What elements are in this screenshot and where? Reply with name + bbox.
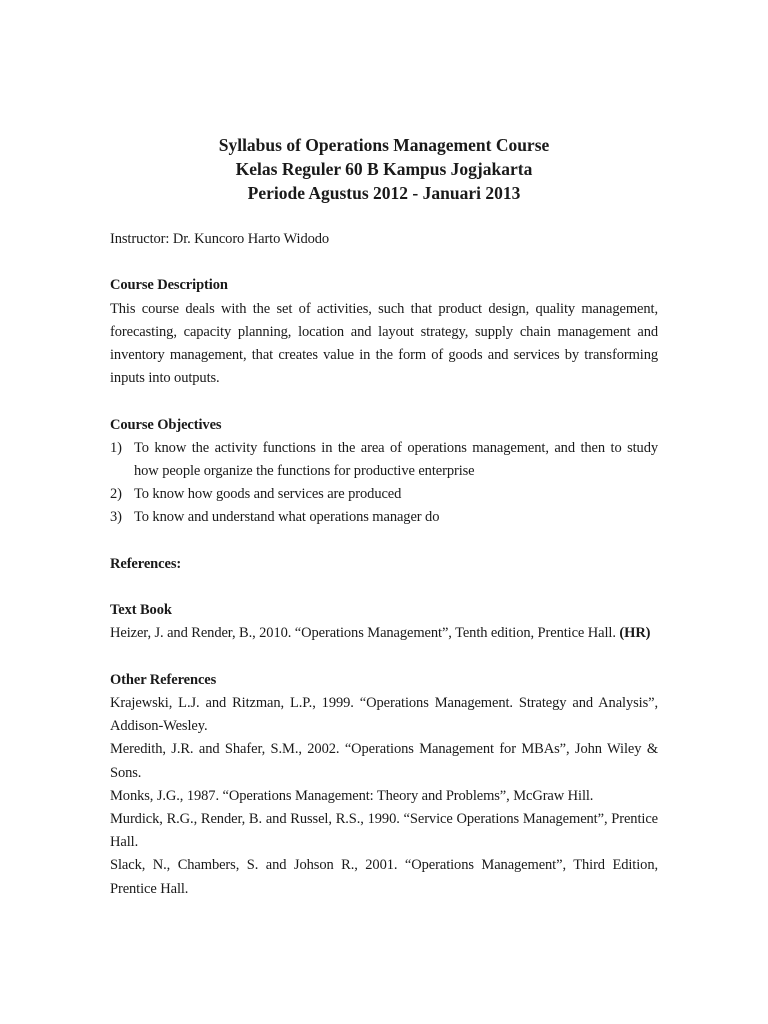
reference-entry: Meredith, J.R. and Shafer, S.M., 2002. “Operations Management for MBAs”, John Wiley & Sons. xyxy=(110,741,658,781)
course-description-heading: Course Description xyxy=(110,277,228,294)
list-number: 1) xyxy=(110,439,122,456)
list-item xyxy=(110,506,658,529)
title-line-1: Syllabus of Operations Management Course xyxy=(218,135,550,155)
list-text: To know and understand what operations manager do xyxy=(134,509,440,526)
list-number: 2) xyxy=(110,486,122,503)
other-references-heading: Other References xyxy=(110,671,217,688)
text-book-entry xyxy=(110,622,658,645)
reference-entry: Monks, J.G., 1987. “Operations Management: Theory and Problems”, McGraw Hill. xyxy=(110,787,594,804)
course-objectives-heading: Course Objectives xyxy=(110,416,222,433)
list-number: 3) xyxy=(110,509,122,526)
title-line-3: Periode Agustus 2012 - Januari 2013 xyxy=(247,183,521,203)
references-heading: References: xyxy=(110,555,182,572)
list-item xyxy=(110,437,658,483)
reference-entry: Slack, N., Chambers, S. and Johson R., 2001. “Operations Management”, Third Edition, Prentice Hall. xyxy=(110,857,658,897)
list-text: To know how goods and services are produced xyxy=(134,486,402,503)
course-description-text: This course deals with the set of activities, such that product design, quality management, forecasting, capacity planning, location and layout strategy, supply chain management and inventory management, that creates value in the form of goods and services by transforming inputs into outputs. xyxy=(110,300,658,387)
reference-entry: Murdick, R.G., Render, B. and Russel, R.S., 1990. “Service Operations Management”, Prentice Hall. xyxy=(110,811,658,851)
title-line-2: Kelas Reguler 60 B Kampus Jogjakarta xyxy=(235,159,533,179)
instructor-line: Instructor: Dr. Kuncoro Harto Widodo xyxy=(110,231,330,247)
text-book-tag: (HR) xyxy=(619,625,651,642)
list-item xyxy=(110,483,658,506)
text-book-heading: Text Book xyxy=(110,602,172,619)
reference-entry: Krajewski, L.J. and Ritzman, L.P., 1999. “Operations Management. Strategy and Analysis”, Addison-Wesley. xyxy=(110,694,658,735)
list-text: To know the activity functions in the area of operations management, and then to study how people organize the functions for productive enterprise xyxy=(134,439,658,479)
document-body xyxy=(110,228,658,901)
text-book-citation: Heizer, J. and Render, B., 2010. “Operations Management”, Tenth edition, Prentice Hall. xyxy=(110,625,616,642)
objectives-list xyxy=(110,437,658,530)
document-title xyxy=(0,133,768,205)
